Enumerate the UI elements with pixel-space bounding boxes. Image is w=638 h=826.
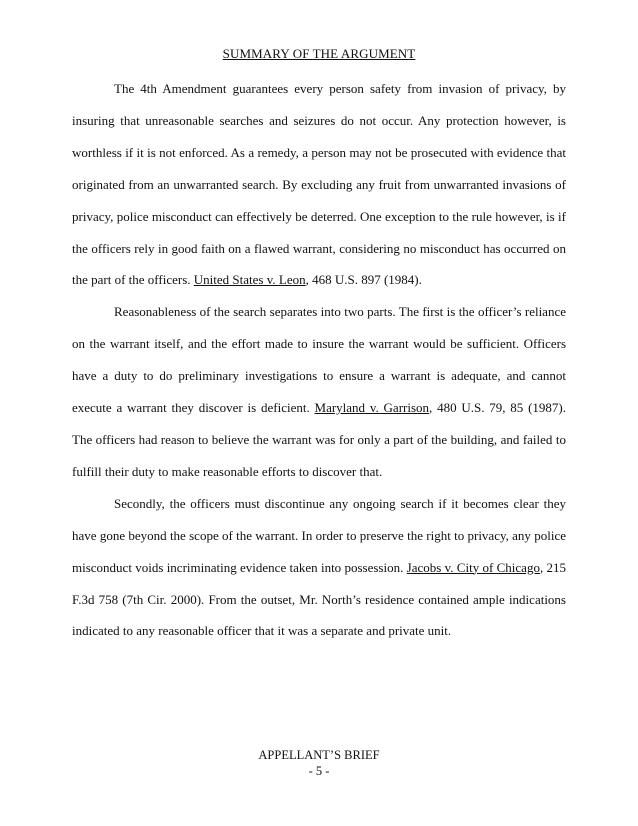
paragraph-good-faith <box>72 73 566 296</box>
argument-body <box>72 73 566 647</box>
section-heading: SUMMARY OF THE ARGUMENT <box>222 46 416 61</box>
footer-title: APPELLANT’S BRIEF <box>258 748 380 762</box>
paragraph-scope <box>72 488 566 648</box>
page-footer <box>0 747 638 779</box>
paragraph-reasonableness <box>72 296 566 487</box>
paragraph-text: , 215 F.3d 758 (7th Cir. 2000). From the outset, Mr. North’s residence contained ample indications indicated to any reasonable officer that it was a separate and private unit. <box>72 559 566 639</box>
case-citation-jacobs: Jacobs v. City of Chicago <box>406 559 540 575</box>
paragraph-text: , 480 U.S. 79, 85 (1987). The officers had reason to believe the warrant was for only a part of the building, and failed to fulfill their duty to make reasonable efforts to discover that. <box>72 400 567 479</box>
case-citation-garrison: Maryland v. Garrison <box>314 400 430 416</box>
paragraph-text: Reasonableness of the search separates into two parts. The first is the officer’s reliance on the warrant itself, and the effort made to insure the warrant would be sufficient. Officers have a duty to do preliminary investigations to ensure a warrant is adequate, and cannot execute a warrant they discover is deficient. <box>72 304 566 416</box>
paragraph-text: , 468 U.S. 897 (1984). <box>305 272 422 288</box>
paragraph-text: Secondly, the officers must discontinue any ongoing search if it becomes clear they have gone beyond the scope of the warrant. In order to preserve the right to privacy, any police misconduct voids incriminating evidence taken into possession. <box>72 495 566 575</box>
page-number: - 5 - <box>308 764 330 778</box>
case-citation-leon: United States v. Leon <box>193 272 306 288</box>
paragraph-text: The 4th Amendment guarantees every person safety from invasion of privacy, by insuring that unreasonable searches and seizures do not occur. Any protection however, is worthless if it is not enforced. As a remedy, a person may not be prosecuted with evidence that originated from an unwarranted search. By excluding any fruit from unwarranted invasions of privacy, police misconduct can effectively be deterred. One exception to the rule however, is if the officers rely in good faith on a flawed warrant, considering no misconduct has occurred on the part of the officers. <box>72 81 566 288</box>
